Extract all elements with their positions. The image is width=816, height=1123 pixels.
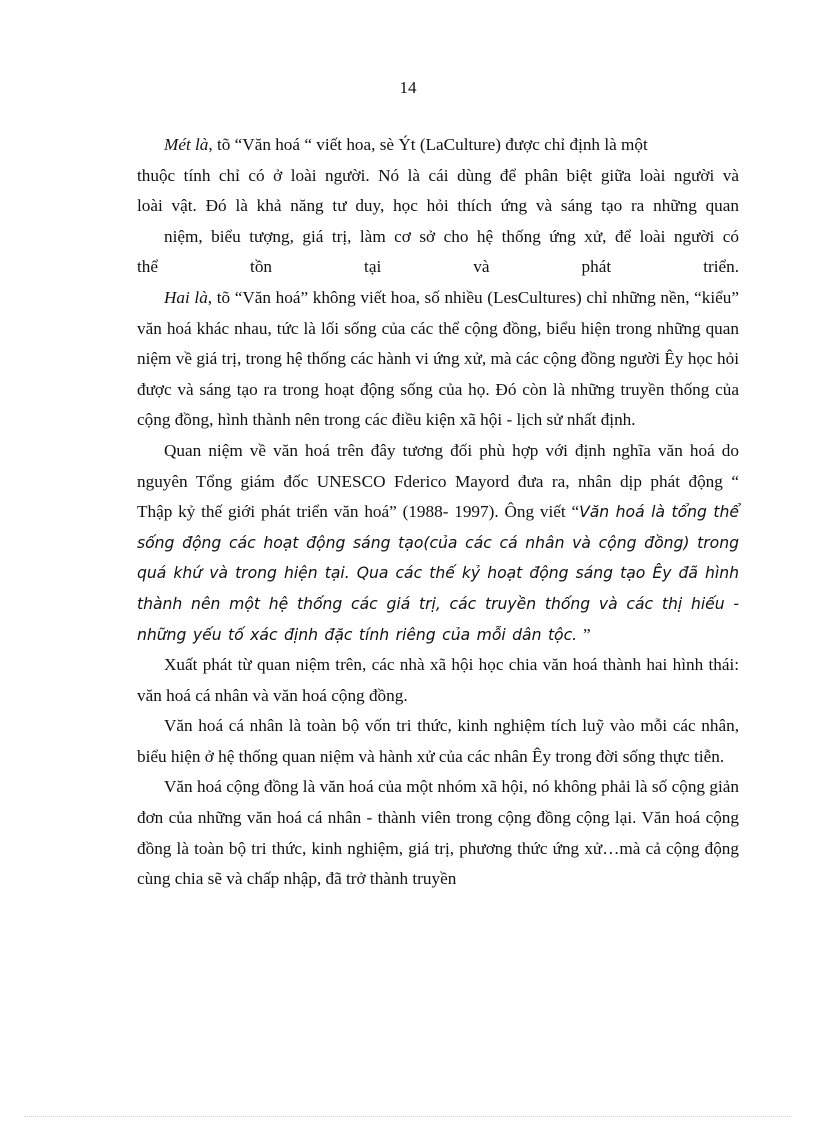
body-text xyxy=(137,130,739,895)
paragraph-individual-culture: Văn hoá cá nhân là toàn bộ vốn tri thức, kinh nghiệm tích luỹ vào mỗi các nhân, biểu hiện ở hệ thống quan niệm và hành xử của các nhân Êy trong đời sống thực tiễn. xyxy=(137,716,739,766)
page-number: 14 xyxy=(399,78,417,97)
label-first: Mét là xyxy=(164,135,209,154)
page-bottom-edge xyxy=(24,1116,792,1117)
p1-line5: thể tồn tại và phát triển. xyxy=(137,257,739,277)
paragraph-two-forms: Xuất phát từ quan niệm trên, các nhà xã hội học chia văn hoá thành hai hình thái: văn hoá cá nhân và văn hoá cộng đồng. xyxy=(137,655,739,705)
paragraph-definition-two xyxy=(137,283,739,436)
p1-line2: thuộc tính chỉ có ở loài người. Nó là cái dùng để phân biệt giữa loài người và xyxy=(137,165,739,185)
paragraph-definition-one xyxy=(137,130,739,161)
paragraph-unesco-definition xyxy=(137,436,739,650)
p1-line4: niệm, biểu tượng, giá trị, làm cơ sở cho hệ thống ứng xử, để loài người có xyxy=(164,226,739,246)
p2-rest: nền, “kiểu” văn hoá khác nhau, tức là lối sống của các thể cộng đồng, biểu hiện trong những quan niệm về giá trị, trong hệ thống các hành vi ứng xử, mà các cộng đồng người Êy học hỏi được và sáng tạo ra trong hoạt động sống của họ. Đó còn là những truyền thống của cộng đồng, hình thành nên trong các điều kiện xã hội - lịch sử nhất định. xyxy=(137,287,740,430)
p3-closing-quote: ” xyxy=(577,624,591,644)
p2-line1: , tõ “Văn hoá” không viết hoa, số nhiều (LesCultures) chỉ những xyxy=(207,287,656,307)
label-second: Hai là xyxy=(164,287,208,307)
p1-line1: , tõ “Văn hoá “ viết hoa, sè Ýt (LaCulture) được chỉ định là một xyxy=(208,135,648,154)
p1-line3: loài vật. Đó là khả năng tư duy, học hỏi thích ứng và sáng tạo ra những quan xyxy=(137,196,739,216)
unesco-quote: Văn hoá là tổng thể sống động các hoạt động sáng tạo(của các cá nhân và cộng đồng) trong quá khứ và trong hiện tại. Qua các thế kỷ hoạt động sáng tạo Êy đã hình thành nên một hệ thống các giá trị, các truyền thống và các thị hiếu - những yếu tố xác định đặc tính riêng của mỗi dân tộc. xyxy=(137,503,739,644)
paragraph-community-culture: Văn hoá cộng đồng là văn hoá của một nhóm xã hội, nó không phải là số cộng giản đơn của những văn hoá cá nhân - thành viên trong cộng đồng cộng lại. Văn hoá cộng đồng là toàn bộ tri thức, kinh nghiệm, giá trị, phương thức ứng xử…mà cả cộng động cùng chia sẽ và chấp nhập, đã trở thành truyền xyxy=(137,777,739,889)
p3-text: Quan niệm về văn hoá trên đây tương đối phù hợp với định nghĩa văn hoá do nguyên Tổng giám đốc UNESCO Fderico Mayord đưa ra, nhân dịp phát động “ Thập kỷ thế giới phát triển văn hoá” (1988- 1997). Ông viết “ xyxy=(137,440,739,522)
